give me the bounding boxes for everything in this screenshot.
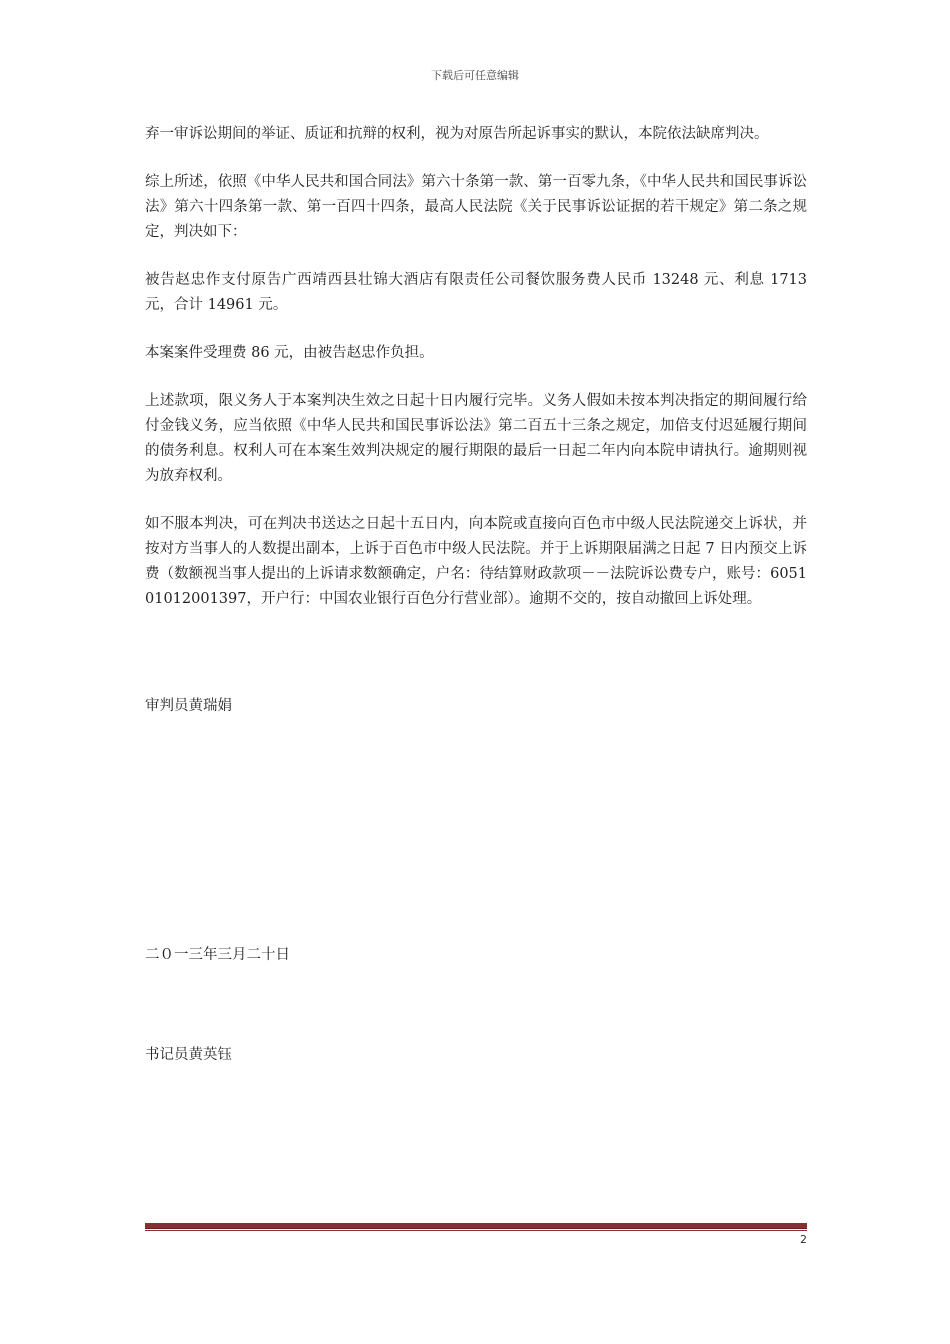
paragraph-performance-period: 上述款项，限义务人于本案判决生效之日起十日内履行完毕。义务人假如未按本判决指定的期间履行给付金钱义务，应当依照《中华人民共和国民事诉讼法》第二百五十三条之规定，加倍支付迟延履行期间的债务利息。权利人可在本案生效判决规定的履行期限的最后一日起二年内向本院申请执行。逾期则视为放弃权利。	[145, 393, 807, 484]
judge-signature: 审判员黄瑞娟	[145, 698, 232, 714]
paragraph-default-judgment: 弃一审诉讼期间的举证、质证和抗辩的权利，视为对原告所起诉事实的默认，本院依法缺席判决。	[145, 126, 769, 142]
page-header: 下载后可任意编辑	[431, 69, 519, 82]
footer-rule	[145, 1223, 807, 1229]
paragraph-case-fee: 本案案件受理费 86 元，由被告赵忠作负担。	[145, 345, 434, 361]
judgment-date: 二０一三年三月二十日	[145, 947, 290, 963]
paragraph-judgment-payment: 被告赵忠作支付原告广西靖西县壮锦大酒店有限责任公司餐饮服务费人民币 13248 元、利息 1713 元，合计 14961 元。	[145, 272, 807, 313]
paragraph-legal-basis: 综上所述，依照《中华人民共和国合同法》第六十条第一款、第一百零九条，《中华人民共和国民事诉讼法》第六十四条第一款、第一百四十四条，最高人民法院《关于民事诉讼证据的若干规定》第二条之规定，判决如下：	[145, 174, 807, 240]
document-body	[145, 122, 807, 635]
page-number: 2	[800, 1233, 807, 1246]
paragraph-appeal-notice: 如不服本判决，可在判决书送达之日起十五日内，向本院或直接向百色市中级人民法院递交上诉状，并按对方当事人的人数提出副本，上诉于百色市中级人民法院。并于上诉期限届满之日起 7 日内预交上诉费（数额视当事人提出的上诉请求数额确定，户名：待结算财政款项－－法院诉讼费专户，账号：605101012001397，开户行：中国农业银行百色分行营业部）。逾期不交的，按自动撤回上诉处理。	[145, 516, 807, 607]
footer-rule-thin	[145, 1230, 807, 1231]
clerk-signature: 书记员黄英钰	[145, 1047, 232, 1063]
